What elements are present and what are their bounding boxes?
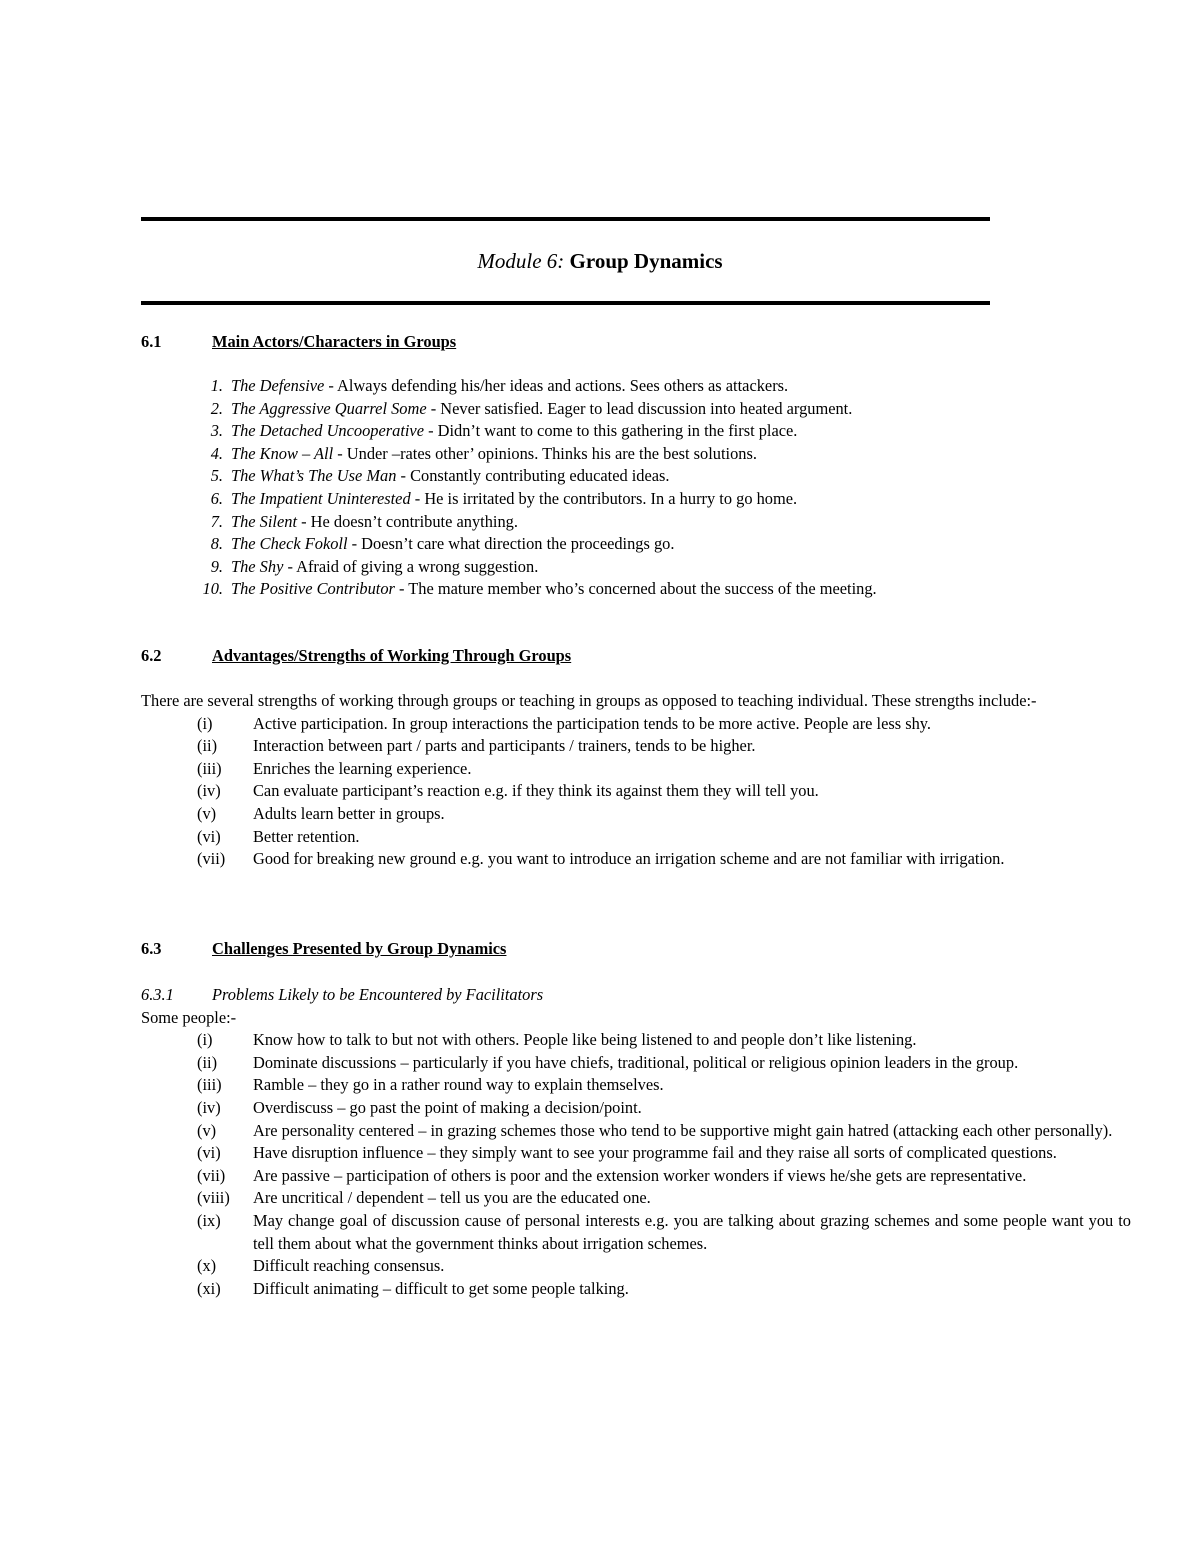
item-number: (vi) (197, 1143, 221, 1163)
list-item (141, 443, 1131, 466)
list-item (141, 848, 1131, 871)
list-item (141, 1074, 1131, 1097)
list-item (141, 398, 1131, 421)
item-term: The Positive Contributor (231, 579, 395, 599)
section-title: Challenges Presented by Group Dynamics (212, 939, 507, 958)
list-item (141, 826, 1131, 849)
item-number: 1. (210, 376, 223, 395)
item-description: - Didn’t want to come to this gathering in the first place. (423, 421, 798, 441)
subsection-title: Problems Likely to be Encountered by Facilitators (212, 985, 544, 1004)
item-description: - The mature member who’s concerned about the success of the meeting. (394, 579, 877, 599)
item-text: Difficult animating – difficult to get some people talking. (253, 1278, 629, 1298)
item-term: The Impatient Uninterested (231, 488, 411, 508)
item-number: 10. (202, 579, 223, 599)
item-text: Enriches the learning experience. (253, 758, 472, 778)
list-item (141, 780, 1131, 803)
item-description: - Constantly contributing educated ideas. (396, 466, 670, 486)
list-item (141, 1120, 1131, 1143)
item-description: - He is irritated by the contributors. In a hurry to go home. (410, 488, 798, 508)
section-6-3-intro: Some people:- (141, 1007, 237, 1027)
item-number: (ii) (197, 736, 218, 756)
item-text: May change goal of discussion cause of personal interests e.g. you are talking about grazing schemes and some people want you to tell them about what the government thinks about irrigation schemes. (253, 1210, 1131, 1253)
list-item (141, 1052, 1131, 1075)
item-number: 6. (210, 488, 223, 508)
item-text: Are uncritical / dependent – tell us you are the educated one. (253, 1188, 651, 1208)
item-text: Know how to talk to but not with others. People like being listened to and people don’t like listening. (253, 1030, 917, 1050)
item-number: 4. (210, 443, 223, 463)
header-rule-top (141, 217, 990, 221)
list-item (141, 556, 1131, 579)
list-item (141, 713, 1131, 736)
list-item (141, 1210, 1131, 1255)
header-rule-bottom (141, 301, 990, 305)
item-number: 9. (210, 556, 223, 576)
item-number: (iii) (197, 1075, 222, 1095)
list-item (141, 735, 1131, 758)
item-number: 7. (210, 511, 223, 531)
item-text: Ramble – they go in a rather round way to explain themselves. (253, 1075, 664, 1095)
section-number: 6.1 (141, 332, 162, 351)
section-6-1-heading (141, 331, 456, 353)
section-6-3-body (141, 984, 1131, 1300)
item-description: - Never satisfied. Eager to lead discussion into heated argument. (426, 398, 853, 418)
item-number: 8. (210, 534, 223, 554)
item-text: Are passive – participation of others is poor and the extension worker wonders if views he/she gets are representative. (253, 1165, 1027, 1185)
list-item (141, 511, 1131, 534)
subsection-number: 6.3.1 (141, 985, 174, 1004)
item-term: The Know – All (231, 443, 334, 463)
list-item (141, 578, 1131, 601)
section-6-2-heading (141, 645, 571, 667)
item-text: Adults learn better in groups. (253, 803, 445, 823)
item-text: Difficult reaching consensus. (253, 1256, 445, 1276)
item-term: The Defensive (231, 376, 325, 395)
section-6-2-body (141, 690, 1131, 871)
list-item (141, 1097, 1131, 1120)
item-number: (iv) (197, 1097, 221, 1117)
section-6-1-list (141, 375, 1131, 601)
section-number: 6.3 (141, 939, 162, 958)
list-item (141, 465, 1131, 488)
list-item (141, 1029, 1131, 1052)
item-number: (ii) (197, 1052, 218, 1072)
list-item (141, 420, 1131, 443)
item-number: (viii) (197, 1188, 230, 1208)
section-6-2-intro: There are several strengths of working through groups or teaching in groups as opposed to teaching individual. These strengths include:- (141, 691, 1037, 710)
item-text: Have disruption influence – they simply want to see your programme fail and they raise all sorts of complicated questions. (253, 1143, 1057, 1163)
item-term: The Check Fokoll (231, 534, 348, 554)
item-text: Dominate discussions – particularly if you have chiefs, traditional, political or religious opinion leaders in the group. (253, 1052, 1019, 1072)
item-number: (xi) (197, 1278, 221, 1298)
module-label: Module 6: (477, 249, 565, 273)
item-text: Are personality centered – in grazing schemes those who tend to be supportive might gain hatred (attacking each other personally). (253, 1120, 1113, 1140)
item-number: (v) (197, 803, 217, 823)
item-number: (i) (197, 713, 213, 733)
module-title: Group Dynamics (569, 249, 723, 273)
item-description: - Under –rates other’ opinions. Thinks his are the best solutions. (333, 443, 757, 463)
section-number: 6.2 (141, 646, 162, 665)
item-number: (iv) (197, 781, 221, 801)
list-item (141, 1255, 1131, 1278)
item-text: Good for breaking new ground e.g. you want to introduce an irrigation scheme and are not familiar with irrigation. (253, 849, 1005, 869)
item-number: 2. (210, 398, 223, 418)
list-item (141, 803, 1131, 826)
list-item (141, 1142, 1131, 1165)
item-term: The Shy (231, 556, 284, 576)
page-title (0, 248, 1200, 274)
item-description: - Afraid of giving a wrong suggestion. (283, 556, 539, 576)
list-item (141, 533, 1131, 556)
item-term: The Detached Uncooperative (231, 421, 424, 441)
item-number: (vii) (197, 849, 226, 869)
list-item (141, 1187, 1131, 1210)
list-item (141, 1165, 1131, 1188)
item-number: (i) (197, 1030, 213, 1050)
list-item (141, 1278, 1131, 1301)
list-item (141, 375, 1131, 398)
item-text: Interaction between part / parts and participants / trainers, tends to be higher. (253, 736, 756, 756)
list-item (141, 758, 1131, 781)
item-text: Overdiscuss – go past the point of making a decision/point. (253, 1097, 642, 1117)
item-term: The Silent (231, 511, 298, 531)
item-description: - Doesn’t care what direction the proceedings go. (347, 534, 675, 554)
list-item (141, 488, 1131, 511)
item-text: Active participation. In group interactions the participation tends to be more active. People are less shy. (253, 713, 932, 733)
subsection-6-3-1-heading (141, 984, 1131, 1007)
item-text: Better retention. (253, 826, 360, 846)
item-number: (ix) (197, 1210, 221, 1230)
section-title: Advantages/Strengths of Working Through Groups (212, 646, 572, 665)
item-number: (vi) (197, 826, 221, 846)
section-6-3-heading (141, 938, 506, 960)
item-number: (iii) (197, 758, 222, 778)
item-text: Can evaluate participant’s reaction e.g. if they think its against them they will tell you. (253, 781, 819, 801)
item-term: The What’s The Use Man (231, 466, 397, 486)
item-number: 5. (210, 466, 223, 486)
item-number: (v) (197, 1120, 217, 1140)
item-number: (vii) (197, 1165, 226, 1185)
section-title: Main Actors/Characters in Groups (212, 332, 457, 351)
item-description: - Always defending his/her ideas and actions. Sees others as attackers. (324, 376, 789, 395)
item-number: (x) (197, 1256, 217, 1276)
item-number: 3. (210, 421, 223, 441)
item-description: - He doesn’t contribute anything. (297, 511, 518, 531)
item-term: The Aggressive Quarrel Some (231, 398, 427, 418)
